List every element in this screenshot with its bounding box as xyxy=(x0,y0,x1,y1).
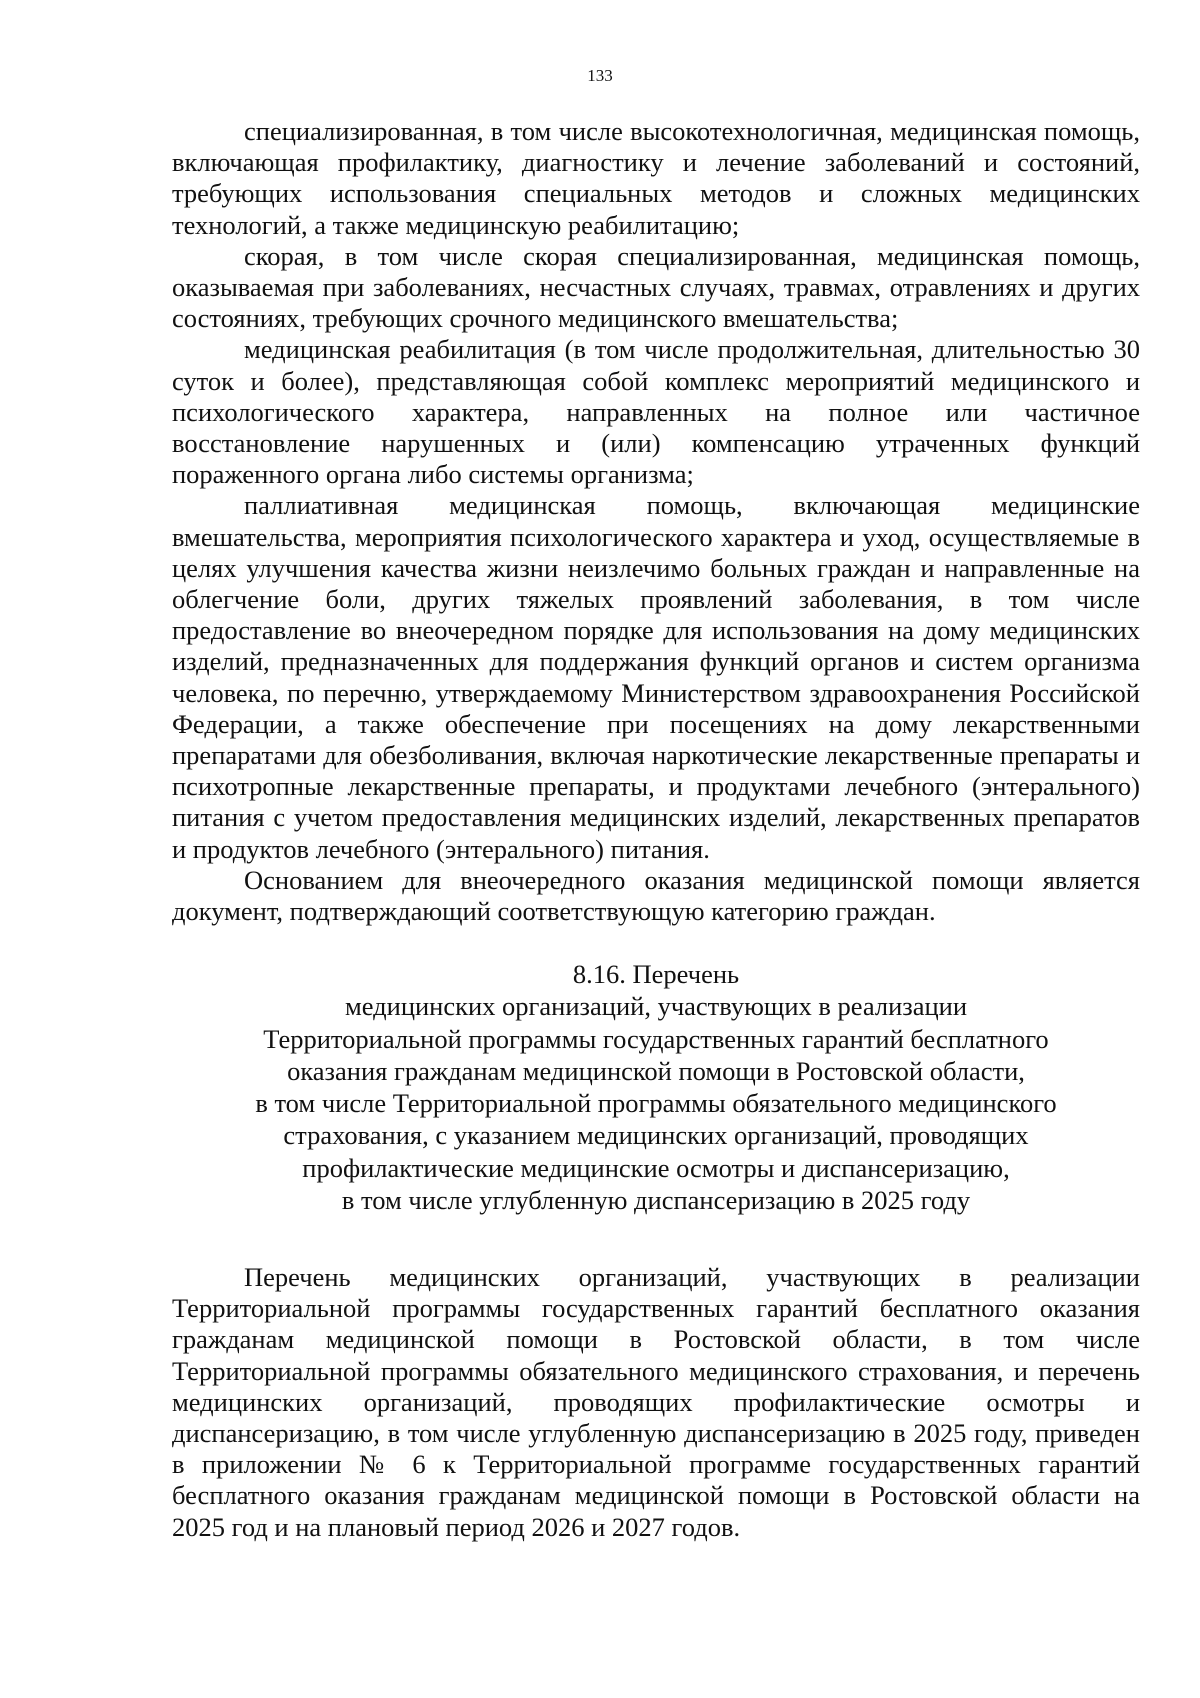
section-heading xyxy=(172,958,1140,1216)
paragraph-organizations-list: Перечень медицинских организаций, участвующих в реализации Территориальной программы государственных гарантий бесплатного оказания гражданам медицинской помощи в Ростовской области, в том числе Территориальной программы обязательного медицинского страхования, и перечень медицинских организаций, проводящих профилактические осмотры и диспансеризацию, в том числе углубленную диспансеризацию в 2025 году, приведен в приложении № 6 к Территориальной программе государственных гарантий бесплатного оказания гражданам медицинской помощи в Ростовской области на 2025 год и на плановый период 2026 и 2027 годов. xyxy=(172,1261,1140,1542)
section-heading-line: в том числе Территориальной программы обязательного медицинского xyxy=(255,1088,1057,1119)
paragraph-priority-basis: Основанием для внеочередного оказания медицинской помощи является документ, подтверждающий соответствующую категорию граждан. xyxy=(172,864,1140,927)
paragraph-specialized-care: специализированная, в том числе высокотехнологичная, медицинская помощь, включающая профилактику, диагностику и лечение заболеваний и состояний, требующих использования специальных методов и сложных медицинских технологий, а также медицинскую реабилитацию; xyxy=(172,116,1140,240)
section-heading-line: оказания гражданам медицинской помощи в Ростовской области, xyxy=(287,1055,1025,1086)
paragraph-palliative-care: паллиативная медицинская помощь, включающая медицинские вмешательства, мероприятия психологического характера и уход, осуществляемые в целях улучшения качества жизни неизлечимо больных граждан и направленные на облегчение боли, других тяжелых проявлений заболевания, в том числе предоставление во внеочередном порядке для использования на дому медицинских изделий, предназначенных для поддержания функций органов и систем организма человека, по перечню, утверждаемому Министерством здравоохранения Российской Федерации, а также обеспечение при посещениях на дому лекарственными препаратами для обезболивания, включая наркотические лекарственные препараты и психотропные лекарственные препараты, и продуктами лечебного (энтерального) питания с учетом предоставления медицинских изделий, лекарственных препаратов и продуктов лечебного (энтерального) питания. xyxy=(172,490,1140,864)
paragraph-rehabilitation: медицинская реабилитация (в том числе продолжительная, длительностью 30 суток и более), представляющая собой комплекс мероприятий медицинского и психологического характера, направленных на полное или частичное восстановление нарушенных и (или) компенсацию утраченных функций пораженного органа либо системы организма; xyxy=(172,334,1140,490)
section-heading-line: 8.16. Перечень xyxy=(572,959,740,990)
section-heading-line: страхования, с указанием медицинских организаций, проводящих xyxy=(283,1120,1029,1151)
document-body xyxy=(172,116,1140,1543)
section-heading-line: медицинских организаций, участвующих в реализации xyxy=(344,991,968,1022)
section-heading-line: профилактические медицинские осмотры и диспансеризацию, xyxy=(302,1152,1010,1183)
section-heading-line: в том числе углубленную диспансеризацию в 2025 году xyxy=(341,1184,971,1215)
page-number: 133 xyxy=(587,66,613,85)
section-heading-line: Территориальной программы государственных гарантий бесплатного xyxy=(263,1023,1049,1054)
paragraph-emergency-care: скорая, в том числе скорая специализированная, медицинская помощь, оказываемая при заболеваниях, несчастных случаях, травмах, отравлениях и других состояниях, требующих срочного медицинского вмешательства; xyxy=(172,240,1140,334)
